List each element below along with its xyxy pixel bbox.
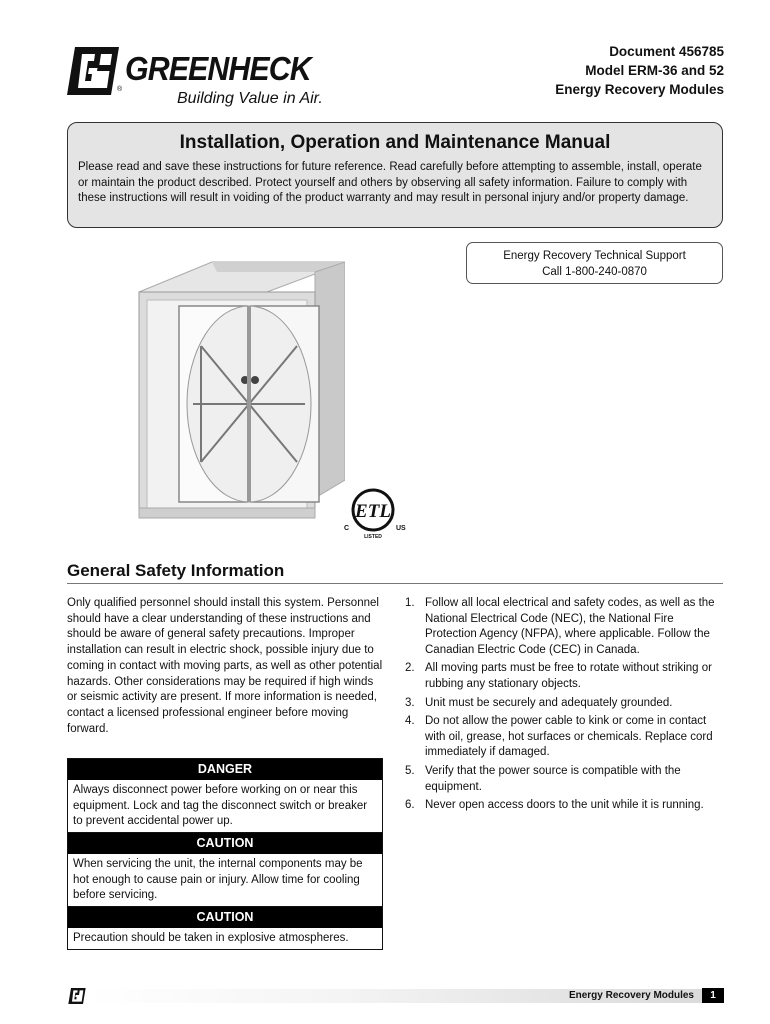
- support-title: Energy Recovery Technical Support: [503, 250, 686, 262]
- caution-box: [67, 832, 383, 907]
- safety-rules-list: [405, 596, 727, 817]
- section-heading: General Safety Information: [67, 561, 285, 580]
- brand-tagline: Building Value in Air.: [177, 90, 323, 107]
- greenheck-logo-mark-icon: [67, 47, 119, 95]
- brand-name: GREENHECK: [125, 50, 311, 87]
- list-item-number: 5.: [405, 764, 415, 777]
- list-item: [405, 798, 727, 814]
- caution-box: [67, 906, 383, 950]
- etl-text: ETL: [355, 501, 391, 522]
- list-item-text: Unit must be securely and adequately grounded.: [425, 696, 673, 709]
- document-info: [555, 42, 724, 99]
- list-item-number: 3.: [405, 696, 415, 709]
- danger-box: [67, 758, 383, 833]
- greenheck-footer-logo-icon: [68, 988, 86, 1004]
- list-item-text: Never open access doors to the unit while it is running.: [425, 799, 704, 812]
- caution-text: When servicing the unit, the internal components may be hot enough to cause pain or injury. Allow time for cooling before servicing.: [73, 858, 363, 902]
- list-item-number: 4.: [405, 715, 415, 728]
- document-number: Document 456785: [609, 44, 724, 59]
- list-item: [405, 661, 727, 692]
- list-item: [405, 764, 727, 795]
- list-item-number: 2.: [405, 662, 415, 675]
- etl-c: C: [344, 525, 350, 532]
- caution-label: CAUTION: [68, 833, 382, 854]
- section-divider: [67, 583, 723, 584]
- footer-title: Energy Recovery Modules: [568, 990, 694, 1001]
- list-item: [405, 714, 727, 761]
- list-item-text: Verify that the power source is compatible with the equipment.: [425, 764, 681, 793]
- list-item-number: 6.: [405, 799, 415, 812]
- page-number: 1: [702, 988, 724, 1003]
- danger-text: Always disconnect power before working on or near this equipment. Lock and tag the disconnect switch or breaker to prevent accidental power up.: [73, 784, 368, 828]
- list-item-number: 1.: [405, 597, 415, 609]
- caution-text: Precaution should be taken in explosive atmospheres.: [73, 932, 349, 944]
- model-number: Model ERM-36 and 52: [585, 63, 724, 78]
- list-item-text: All moving parts must be free to rotate without striking or rubbing any stationary objects.: [425, 662, 712, 690]
- product-line: Energy Recovery Modules: [555, 82, 724, 97]
- manual-title: Installation, Operation and Maintenance Manual: [179, 132, 611, 153]
- list-item-text: Do not allow the power cable to kink or come in contact with oil, grease, hot surfaces or chemicals. Replace cord immediately if damaged.: [425, 715, 713, 759]
- danger-label: DANGER: [68, 759, 382, 780]
- list-item-text: Follow all local electrical and safety codes, as well as the National Electrical Code (NEC), the National Fire Protection Agency (NFPA), where applicable. Follow the Canadian Electric Code (CEC) in Canada.: [425, 597, 715, 656]
- energy-recovery-module-image: [117, 250, 345, 535]
- etl-listed-mark-icon: [338, 486, 408, 541]
- caution-label: CAUTION: [68, 907, 382, 928]
- etl-listed: LISTED: [364, 534, 382, 540]
- list-item: [405, 596, 727, 658]
- manual-intro-box: [67, 122, 723, 228]
- greenheck-logo: [67, 44, 327, 114]
- list-item: [405, 696, 727, 712]
- safety-intro-text: Only qualified personnel should install this system. Personnel should have a clear understanding of these instructions and should be aware of general safety precautions. Improper installation can result in electric shock, possible injury due to coming in contact with moving parts, as well as other potential hazards. Other considerations may be required if high winds or seismic activity are present. If more information is needed, contact a licensed professional engineer before moving forward.: [67, 597, 383, 735]
- manual-intro-text: Please read and save these instructions for future reference. Read carefully before attempting to assemble, install, operate or maintain the product described. Protect yourself and others by observing all safety information. Failure to comply with these instructions will result in voiding of the product warranty and may result in personal injury and/or property damage.: [78, 161, 702, 205]
- registered-mark: ®: [117, 86, 123, 93]
- technical-support-box: [466, 242, 723, 284]
- support-phone: Call 1-800-240-0870: [542, 266, 647, 278]
- etl-us: US: [396, 525, 406, 532]
